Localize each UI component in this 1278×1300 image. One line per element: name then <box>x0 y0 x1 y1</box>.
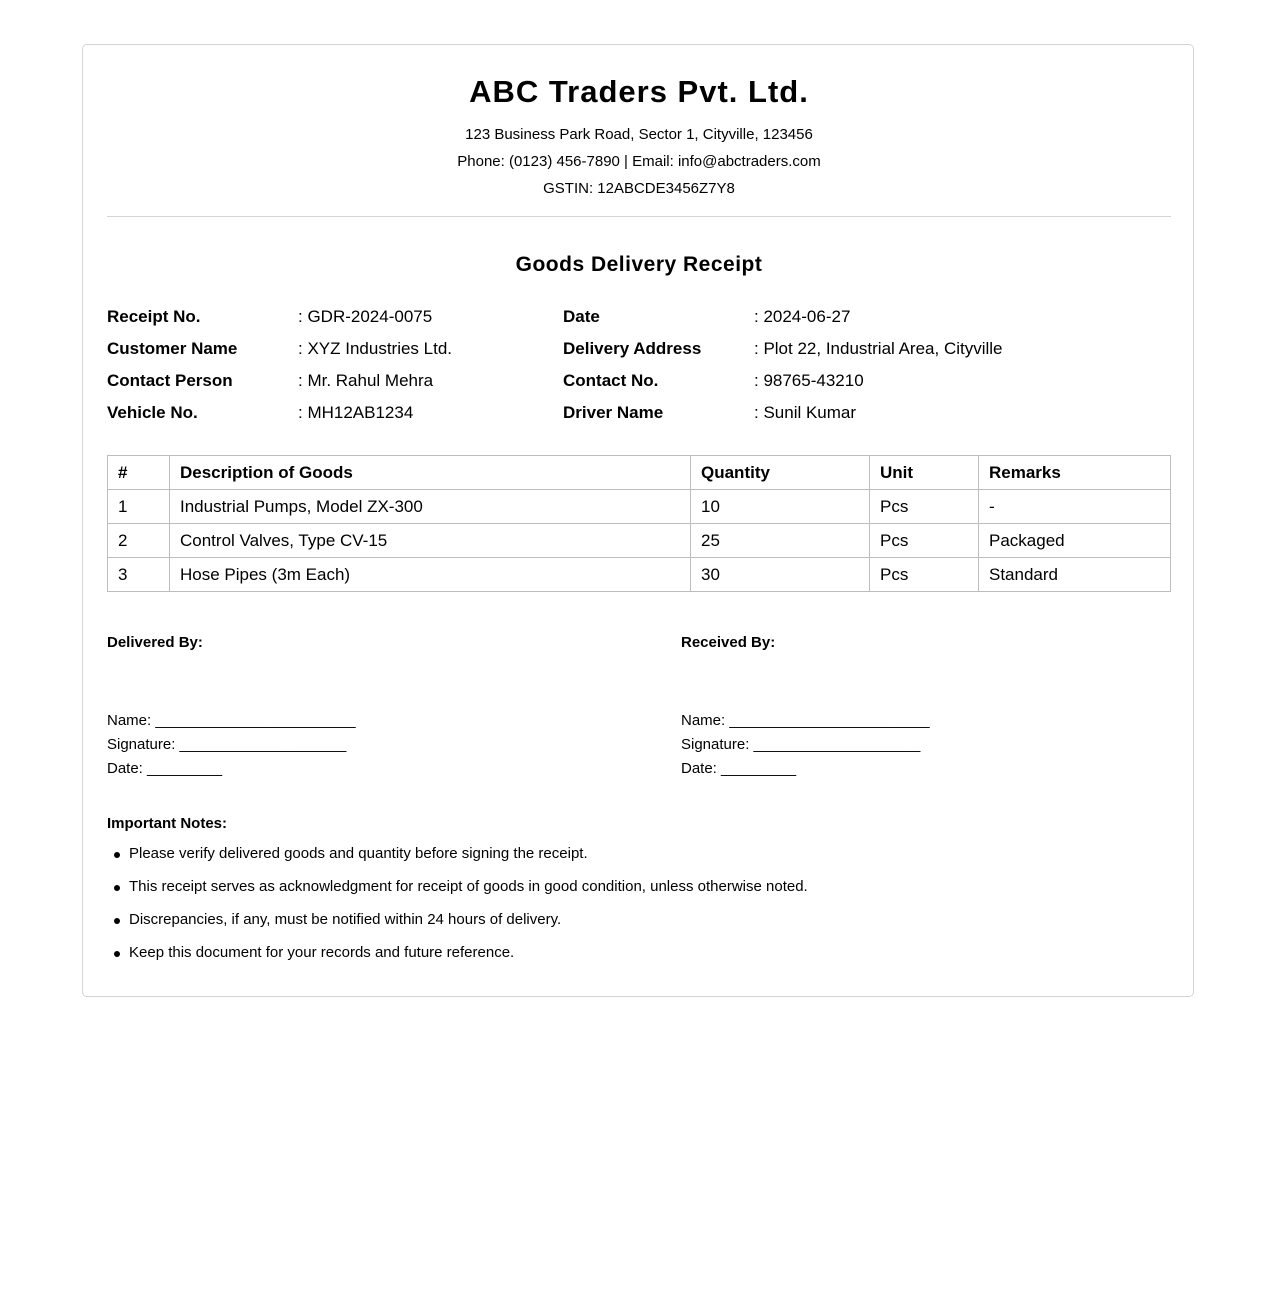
note-item: Please verify delivered goods and quantity before signing the receipt. <box>129 845 588 862</box>
cell-remarks: Standard <box>979 558 1171 592</box>
delivered-by-name-line: Name: ________________________ <box>107 712 356 729</box>
note-item: Keep this document for your records and future reference. <box>129 944 515 961</box>
table-row <box>108 558 1171 592</box>
cell-quantity: 10 <box>691 490 870 524</box>
delivery-address-label: Delivery Address <box>563 339 702 358</box>
receipt-no-value: : GDR-2024-0075 <box>298 307 433 326</box>
company-gstin: GSTIN: 12ABCDE3456Z7Y8 <box>543 180 735 197</box>
vehicle-no-value: : MH12AB1234 <box>298 403 414 422</box>
driver-name-label: Driver Name <box>563 403 664 422</box>
header-remarks: Remarks <box>979 456 1171 490</box>
received-by-date-line: Date: _________ <box>681 760 797 777</box>
header-quantity: Quantity <box>691 456 870 490</box>
bullet-icon <box>114 918 120 924</box>
delivered-by-title: Delivered By: <box>107 634 203 651</box>
header-description: Description of Goods <box>170 456 691 490</box>
header-unit: Unit <box>870 456 979 490</box>
table-row <box>108 490 1171 524</box>
contact-no-label: Contact No. <box>563 371 659 390</box>
document-title: Goods Delivery Receipt <box>515 253 763 276</box>
cell-index: 1 <box>108 490 170 524</box>
vehicle-no-label: Vehicle No. <box>107 403 198 422</box>
cell-unit: Pcs <box>870 558 979 592</box>
bullet-icon <box>114 885 120 891</box>
table-row <box>108 524 1171 558</box>
receipt-no-label: Receipt No. <box>107 307 201 326</box>
date-label: Date <box>563 307 600 326</box>
cell-index: 3 <box>108 558 170 592</box>
contact-no-value: : 98765-43210 <box>754 371 864 390</box>
note-item: Discrepancies, if any, must be notified within 24 hours of delivery. <box>129 911 562 928</box>
date-value: : 2024-06-27 <box>754 307 851 326</box>
cell-quantity: 30 <box>691 558 870 592</box>
bullet-icon <box>114 951 120 957</box>
customer-name-label: Customer Name <box>107 339 238 358</box>
cell-remarks: Packaged <box>979 524 1171 558</box>
received-by-name-line: Name: ________________________ <box>681 712 930 729</box>
cell-unit: Pcs <box>870 490 979 524</box>
company-contact: Phone: (0123) 456-7890 | Email: info@abctraders.com <box>457 153 821 170</box>
received-by-title: Received By: <box>681 634 776 651</box>
driver-name-value: : Sunil Kumar <box>754 403 857 422</box>
company-address: 123 Business Park Road, Sector 1, Cityville, 123456 <box>465 126 813 143</box>
contact-person-value: : Mr. Rahul Mehra <box>298 371 434 390</box>
header-index: # <box>108 456 170 490</box>
customer-name-value: : XYZ Industries Ltd. <box>298 339 453 358</box>
cell-description: Hose Pipes (3m Each) <box>170 558 691 592</box>
delivered-by-date-line: Date: _________ <box>107 760 223 777</box>
goods-table <box>107 455 1171 592</box>
table-header-row <box>108 456 1171 490</box>
company-name: ABC Traders Pvt. Ltd. <box>469 74 809 109</box>
cell-quantity: 25 <box>691 524 870 558</box>
delivered-by-signature-line: Signature: ____________________ <box>107 736 347 753</box>
bullet-icon <box>114 852 120 858</box>
cell-unit: Pcs <box>870 524 979 558</box>
received-by-signature-line: Signature: ____________________ <box>681 736 921 753</box>
delivery-address-value: : Plot 22, Industrial Area, Cityville <box>754 339 1003 358</box>
note-item: This receipt serves as acknowledgment for receipt of goods in good condition, unless otherwise noted. <box>129 878 808 895</box>
cell-index: 2 <box>108 524 170 558</box>
cell-remarks: - <box>979 490 1171 524</box>
notes-title: Important Notes: <box>107 815 227 832</box>
contact-person-label: Contact Person <box>107 371 233 390</box>
cell-description: Industrial Pumps, Model ZX-300 <box>170 490 691 524</box>
header-divider <box>107 216 1171 217</box>
cell-description: Control Valves, Type CV-15 <box>170 524 691 558</box>
